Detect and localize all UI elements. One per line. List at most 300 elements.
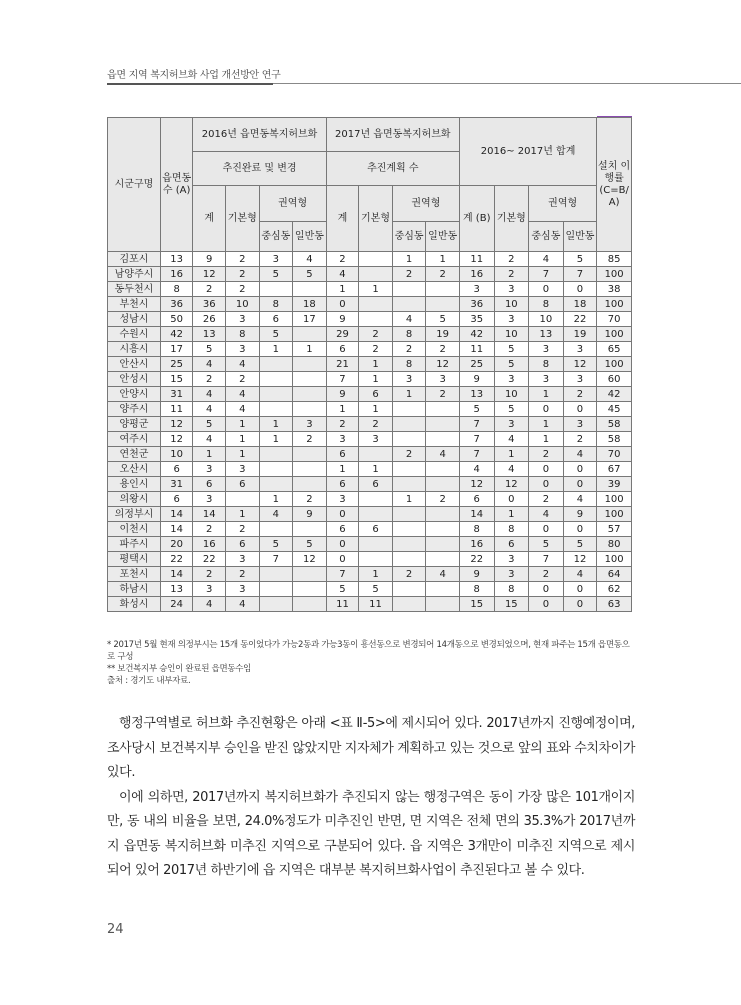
header-2017-group: 2017년 읍면동복지허브화	[326, 118, 459, 152]
value-cell	[392, 582, 426, 597]
value-cell: 4	[193, 597, 226, 612]
value-cell: 7	[459, 447, 494, 462]
value-cell: 5	[563, 252, 597, 267]
value-cell	[259, 357, 293, 372]
value-cell	[359, 507, 393, 522]
value-cell: 2	[193, 522, 226, 537]
running-header: 읍면 지역 복지허브화 사업 개선방안 연구	[107, 70, 281, 81]
note-2: ** 보건복지부 승인이 완료된 읍면동수임	[107, 664, 252, 674]
value-cell: 14	[160, 522, 193, 537]
value-cell	[392, 597, 426, 612]
value-cell	[392, 432, 426, 447]
value-cell: 4	[529, 252, 564, 267]
table-row	[108, 372, 632, 387]
value-cell	[359, 297, 393, 312]
value-cell	[392, 522, 426, 537]
header-sum-general: 일반동	[563, 222, 597, 252]
value-cell: 24	[160, 597, 193, 612]
value-cell: 12	[563, 357, 597, 372]
value-cell	[426, 402, 460, 417]
value-cell: 100	[597, 357, 632, 372]
value-cell: 15	[160, 372, 193, 387]
value-cell: 58	[597, 432, 632, 447]
value-cell: 4	[494, 432, 529, 447]
header-2017-center: 중심동	[392, 222, 426, 252]
value-cell: 1	[359, 282, 393, 297]
value-cell: 3	[563, 372, 597, 387]
value-cell: 3	[225, 462, 259, 477]
value-cell: 3	[193, 582, 226, 597]
value-cell: 1	[326, 462, 359, 477]
note-1: * 2017년 5월 현재 의정부시는 15개 동이었다가 가능2동과 가능3동이 흥선동으로 변경되어 14개동으로 변경되었으며, 현재 파주는 15개 읍면동으로 구성	[107, 640, 630, 662]
table-row	[108, 342, 632, 357]
value-cell	[426, 537, 460, 552]
value-cell: 8	[494, 582, 529, 597]
value-cell: 6	[193, 477, 226, 492]
value-cell: 2	[326, 252, 359, 267]
value-cell: 3	[494, 552, 529, 567]
value-cell: 12	[193, 267, 226, 282]
value-cell: 3	[563, 417, 597, 432]
value-cell: 2	[392, 567, 426, 582]
table-row	[108, 402, 632, 417]
value-cell: 4	[426, 447, 460, 462]
value-cell	[392, 282, 426, 297]
value-cell: 3	[326, 492, 359, 507]
value-cell: 6	[259, 312, 293, 327]
value-cell: 10	[494, 387, 529, 402]
value-cell: 3	[494, 417, 529, 432]
paragraph-1: 행정구역별로 허브화 추진현황은 아래 <표 Ⅱ-5>에 제시되어 있다. 2017년까지 진행예정이며, 조사당시 보건복지부 승인을 받진 않았지만 지자체가 계획하고 있는 것으로 앞의 표와 수치차이가 있다.	[107, 716, 635, 780]
value-cell: 67	[597, 462, 632, 477]
table-row	[108, 447, 632, 462]
value-cell: 17	[293, 312, 327, 327]
value-cell: 2	[392, 342, 426, 357]
value-cell: 2	[225, 252, 259, 267]
region-cell: 용인시	[108, 477, 161, 492]
region-cell: 김포시	[108, 252, 161, 267]
value-cell: 3	[529, 342, 564, 357]
value-cell: 5	[359, 582, 393, 597]
value-cell: 9	[193, 252, 226, 267]
value-cell: 64	[597, 567, 632, 582]
value-cell: 1	[293, 342, 327, 357]
value-cell: 0	[563, 477, 597, 492]
value-cell: 100	[597, 492, 632, 507]
region-cell: 부천시	[108, 297, 161, 312]
value-cell: 9	[326, 312, 359, 327]
value-cell: 11	[326, 597, 359, 612]
value-cell: 3	[459, 282, 494, 297]
table-row	[108, 477, 632, 492]
value-cell: 6	[359, 477, 393, 492]
region-cell: 안성시	[108, 372, 161, 387]
value-cell	[359, 267, 393, 282]
region-cell: 시흥시	[108, 342, 161, 357]
value-cell	[259, 462, 293, 477]
value-cell: 4	[326, 267, 359, 282]
value-cell: 0	[529, 597, 564, 612]
value-cell	[426, 462, 460, 477]
value-cell: 5	[494, 402, 529, 417]
value-cell	[392, 477, 426, 492]
value-cell	[259, 522, 293, 537]
value-cell: 1	[392, 387, 426, 402]
value-cell: 12	[459, 477, 494, 492]
value-cell: 3	[359, 432, 393, 447]
value-cell: 8	[259, 297, 293, 312]
header-admin-count: 읍면동 수 (A)	[160, 118, 193, 252]
region-cell: 양평군	[108, 417, 161, 432]
value-cell	[392, 537, 426, 552]
region-cell: 화성시	[108, 597, 161, 612]
value-cell	[259, 582, 293, 597]
value-cell: 4	[225, 357, 259, 372]
value-cell: 1	[359, 462, 393, 477]
value-cell	[392, 462, 426, 477]
value-cell: 1	[359, 402, 393, 417]
value-cell: 14	[160, 567, 193, 582]
value-cell: 0	[563, 402, 597, 417]
table-row	[108, 537, 632, 552]
value-cell: 1	[259, 492, 293, 507]
value-cell: 2	[193, 372, 226, 387]
value-cell: 2	[529, 492, 564, 507]
value-cell: 15	[459, 597, 494, 612]
value-cell: 4	[459, 462, 494, 477]
value-cell: 36	[193, 297, 226, 312]
value-cell: 25	[459, 357, 494, 372]
value-cell: 10	[494, 297, 529, 312]
value-cell: 31	[160, 477, 193, 492]
value-cell: 45	[597, 402, 632, 417]
region-cell: 남양주시	[108, 267, 161, 282]
value-cell: 12	[426, 357, 460, 372]
value-cell: 2	[225, 522, 259, 537]
table-row	[108, 507, 632, 522]
region-cell: 오산시	[108, 462, 161, 477]
value-cell: 6	[160, 462, 193, 477]
value-cell: 19	[563, 327, 597, 342]
value-cell: 9	[459, 567, 494, 582]
value-cell: 11	[160, 402, 193, 417]
header-sum-center: 중심동	[529, 222, 564, 252]
value-cell: 11	[459, 252, 494, 267]
value-cell: 7	[459, 417, 494, 432]
value-cell: 8	[494, 522, 529, 537]
header-2016-center: 중심동	[259, 222, 293, 252]
value-cell: 4	[293, 252, 327, 267]
value-cell: 70	[597, 447, 632, 462]
value-cell: 0	[563, 282, 597, 297]
region-cell: 안양시	[108, 387, 161, 402]
source-note: 출처 : 경기도 내부자료.	[107, 676, 191, 686]
value-cell: 7	[459, 432, 494, 447]
value-cell: 0	[529, 462, 564, 477]
value-cell: 2	[563, 432, 597, 447]
value-cell	[259, 567, 293, 582]
value-cell: 13	[529, 327, 564, 342]
value-cell	[293, 372, 327, 387]
value-cell	[392, 402, 426, 417]
table-row	[108, 282, 632, 297]
value-cell: 62	[597, 582, 632, 597]
value-cell: 22	[459, 552, 494, 567]
value-cell	[293, 282, 327, 297]
value-cell: 2	[426, 387, 460, 402]
header-sum-regional: 권역형	[529, 186, 597, 222]
header-rule-accent	[107, 83, 273, 85]
value-cell: 0	[563, 582, 597, 597]
header-2016-total: 계	[193, 186, 226, 252]
value-cell: 16	[160, 267, 193, 282]
value-cell: 100	[597, 507, 632, 522]
table-notes	[107, 639, 637, 687]
value-cell: 1	[529, 432, 564, 447]
value-cell: 4	[193, 432, 226, 447]
value-cell: 12	[563, 552, 597, 567]
value-cell: 36	[160, 297, 193, 312]
value-cell: 1	[359, 567, 393, 582]
value-cell: 4	[563, 447, 597, 462]
region-cell: 여주시	[108, 432, 161, 447]
value-cell: 2	[392, 267, 426, 282]
value-cell: 5	[259, 327, 293, 342]
value-cell: 0	[326, 552, 359, 567]
value-cell: 65	[597, 342, 632, 357]
value-cell: 19	[426, 327, 460, 342]
header-2016-general: 일반동	[293, 222, 327, 252]
value-cell: 3	[494, 282, 529, 297]
value-cell: 0	[529, 282, 564, 297]
value-cell: 14	[459, 507, 494, 522]
table-body	[108, 252, 632, 612]
value-cell: 12	[293, 552, 327, 567]
value-cell	[426, 552, 460, 567]
region-cell: 의왕시	[108, 492, 161, 507]
body-text	[107, 712, 635, 884]
value-cell: 5	[326, 582, 359, 597]
region-cell: 의정부시	[108, 507, 161, 522]
value-cell: 5	[563, 537, 597, 552]
value-cell: 5	[426, 312, 460, 327]
region-cell: 평택시	[108, 552, 161, 567]
value-cell: 2	[225, 282, 259, 297]
value-cell: 2	[326, 417, 359, 432]
value-cell: 1	[193, 447, 226, 462]
value-cell: 8	[529, 357, 564, 372]
value-cell: 6	[459, 492, 494, 507]
value-cell: 6	[326, 447, 359, 462]
value-cell	[293, 462, 327, 477]
header-total-group: 2016~ 2017년 합계	[459, 118, 596, 186]
value-cell	[293, 387, 327, 402]
value-cell: 2	[225, 267, 259, 282]
value-cell: 100	[597, 327, 632, 342]
value-cell	[359, 447, 393, 462]
value-cell	[293, 477, 327, 492]
value-cell	[359, 537, 393, 552]
header-rate: 설치 이행률 (C=B/ A)	[597, 118, 632, 252]
value-cell: 6	[494, 537, 529, 552]
value-cell: 1	[494, 507, 529, 522]
value-cell: 100	[597, 552, 632, 567]
value-cell: 22	[160, 552, 193, 567]
value-cell: 2	[193, 567, 226, 582]
value-cell: 8	[392, 327, 426, 342]
value-cell: 2	[225, 567, 259, 582]
value-cell: 3	[193, 462, 226, 477]
header-sum-total: 계 (B)	[459, 186, 494, 252]
value-cell: 2	[494, 252, 529, 267]
value-cell: 0	[563, 597, 597, 612]
value-cell: 13	[193, 327, 226, 342]
value-cell: 2	[293, 492, 327, 507]
value-cell: 6	[160, 492, 193, 507]
value-cell: 4	[494, 462, 529, 477]
value-cell: 6	[326, 342, 359, 357]
value-cell: 5	[259, 537, 293, 552]
value-cell	[426, 477, 460, 492]
value-cell	[426, 297, 460, 312]
value-cell: 1	[494, 447, 529, 462]
value-cell: 3	[225, 552, 259, 567]
value-cell: 22	[563, 312, 597, 327]
value-cell: 16	[459, 267, 494, 282]
value-cell: 2	[426, 342, 460, 357]
hub-status-table	[107, 117, 632, 612]
value-cell	[426, 597, 460, 612]
value-cell: 35	[459, 312, 494, 327]
header-2016-basic: 기본형	[225, 186, 259, 252]
value-cell: 13	[160, 252, 193, 267]
header-region: 시군구명	[108, 118, 161, 252]
value-cell: 3	[529, 372, 564, 387]
value-cell: 25	[160, 357, 193, 372]
value-cell: 14	[160, 507, 193, 522]
region-cell: 포천시	[108, 567, 161, 582]
value-cell: 0	[326, 537, 359, 552]
value-cell: 7	[259, 552, 293, 567]
value-cell: 22	[193, 552, 226, 567]
value-cell	[392, 507, 426, 522]
value-cell: 2	[392, 447, 426, 462]
value-cell: 8	[160, 282, 193, 297]
value-cell: 3	[225, 312, 259, 327]
header-2016-sub: 추진완료 및 변경	[193, 152, 326, 186]
value-cell: 11	[359, 597, 393, 612]
value-cell: 0	[494, 492, 529, 507]
value-cell: 6	[225, 477, 259, 492]
value-cell: 85	[597, 252, 632, 267]
value-cell: 3	[494, 312, 529, 327]
value-cell: 42	[597, 387, 632, 402]
value-cell: 58	[597, 417, 632, 432]
value-cell: 3	[326, 432, 359, 447]
value-cell: 17	[160, 342, 193, 357]
value-cell	[259, 597, 293, 612]
table-row	[108, 432, 632, 447]
value-cell: 5	[529, 537, 564, 552]
value-cell: 3	[494, 372, 529, 387]
value-cell: 3	[426, 372, 460, 387]
value-cell	[426, 582, 460, 597]
table-row	[108, 462, 632, 477]
value-cell: 100	[597, 297, 632, 312]
table-row	[108, 567, 632, 582]
value-cell: 16	[459, 537, 494, 552]
value-cell: 8	[225, 327, 259, 342]
value-cell: 2	[426, 492, 460, 507]
value-cell: 0	[529, 582, 564, 597]
value-cell: 0	[563, 522, 597, 537]
value-cell: 1	[392, 252, 426, 267]
value-cell	[426, 522, 460, 537]
value-cell: 4	[563, 567, 597, 582]
value-cell	[426, 417, 460, 432]
value-cell	[259, 477, 293, 492]
value-cell: 6	[225, 537, 259, 552]
value-cell: 2	[529, 447, 564, 462]
table-row	[108, 357, 632, 372]
value-cell: 1	[225, 417, 259, 432]
header-2017-basic: 기본형	[359, 186, 393, 252]
value-cell: 4	[392, 312, 426, 327]
value-cell: 2	[359, 417, 393, 432]
region-cell: 연천군	[108, 447, 161, 462]
header-sum-basic: 기본형	[494, 186, 529, 252]
value-cell: 3	[293, 417, 327, 432]
region-cell: 양주시	[108, 402, 161, 417]
value-cell: 7	[326, 372, 359, 387]
value-cell: 5	[293, 537, 327, 552]
header-2017-sub: 추진계획 수	[326, 152, 459, 186]
value-cell	[259, 372, 293, 387]
value-cell: 42	[160, 327, 193, 342]
value-cell: 0	[563, 462, 597, 477]
table-row	[108, 327, 632, 342]
value-cell: 1	[359, 372, 393, 387]
value-cell: 4	[193, 402, 226, 417]
value-cell: 1	[326, 282, 359, 297]
table-row	[108, 522, 632, 537]
value-cell: 1	[259, 342, 293, 357]
value-cell: 8	[459, 582, 494, 597]
value-cell: 1	[225, 507, 259, 522]
value-cell: 39	[597, 477, 632, 492]
value-cell: 1	[359, 357, 393, 372]
value-cell	[259, 387, 293, 402]
region-cell: 이천시	[108, 522, 161, 537]
table-row	[108, 267, 632, 282]
value-cell: 2	[494, 267, 529, 282]
table-row	[108, 312, 632, 327]
value-cell: 9	[459, 372, 494, 387]
value-cell: 29	[326, 327, 359, 342]
value-cell	[359, 252, 393, 267]
value-cell	[293, 567, 327, 582]
region-cell: 안산시	[108, 357, 161, 372]
value-cell: 38	[597, 282, 632, 297]
value-cell: 3	[225, 582, 259, 597]
value-cell: 16	[193, 537, 226, 552]
value-cell	[426, 282, 460, 297]
value-cell: 8	[392, 357, 426, 372]
value-cell: 8	[529, 297, 564, 312]
table-row	[108, 417, 632, 432]
value-cell: 2	[359, 342, 393, 357]
value-cell: 8	[459, 522, 494, 537]
